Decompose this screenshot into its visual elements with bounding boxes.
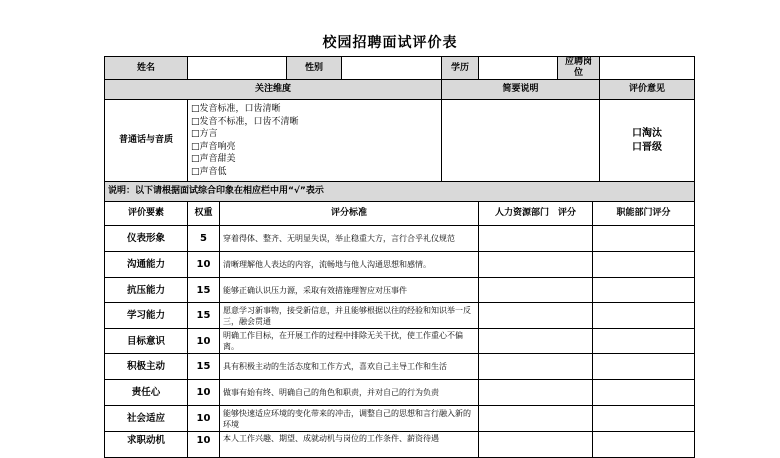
education-label: 学历: [442, 57, 479, 80]
brief-header: 简要说明: [442, 80, 600, 100]
opinion-header: 评价意见: [600, 80, 695, 100]
criterion-element: 目标意识: [105, 329, 188, 354]
criterion-standard: 能够正确认识压力源，采取有效措施理智应对压事件: [220, 278, 479, 303]
dept-score-field[interactable]: [593, 226, 695, 252]
hr-score-field[interactable]: [479, 406, 593, 432]
weight-header: 权重: [188, 202, 220, 226]
hr-score-field[interactable]: [479, 303, 593, 329]
position-field[interactable]: [600, 57, 695, 80]
mandarin-label: 普通话与音质: [105, 100, 188, 182]
criterion-element: 抗压能力: [105, 278, 188, 303]
standard-header: 评分标准: [220, 202, 479, 226]
hr-score-field[interactable]: [479, 380, 593, 406]
criterion-standard: 清晰理解他人表达的内容，流畅地与他人沟通思想和感情。: [220, 252, 479, 278]
dept-score-header: 职能部门评分: [593, 202, 695, 226]
mandarin-brief-field[interactable]: [442, 100, 600, 182]
dept-score-field[interactable]: [593, 329, 695, 354]
criterion-element: 学习能力: [105, 303, 188, 329]
dept-score-field[interactable]: [593, 278, 695, 303]
position-label: 应聘岗位: [558, 57, 600, 80]
mandarin-option[interactable]: □方言: [191, 129, 218, 139]
criterion-standard: 愿意学习新事物，接受新信息，并且能够根据以往的经验和知识举一反三，融会贯通: [220, 303, 479, 329]
mandarin-options: [188, 100, 442, 182]
criterion-weight: 10: [188, 406, 220, 432]
criterion-standard: 穿着得体、整齐、无明显失误，举止稳重大方，言行合乎礼仪规范: [220, 226, 479, 252]
criterion-element: 积极主动: [105, 354, 188, 380]
interview-evaluation-table: [104, 56, 695, 458]
element-header: 评价要素: [105, 202, 188, 226]
reject-option[interactable]: 口淘汰: [632, 127, 663, 139]
criterion-element: 社会适应: [105, 406, 188, 432]
advance-option[interactable]: 口晋级: [632, 141, 663, 153]
criterion-standard: 明确工作目标，在开展工作的过程中排除无关干扰，使工作重心不偏离。: [220, 329, 479, 354]
name-field[interactable]: [188, 57, 287, 80]
page-title: 校园招聘面试评价表: [322, 35, 458, 51]
mandarin-option[interactable]: □声音响亮: [191, 141, 236, 152]
criterion-standard: 做事有始有终、明确自己的角色和职责，并对自己的行为负责: [220, 380, 479, 406]
criterion-standard: 具有积极主动的生活态度和工作方式，喜欢自己主导工作和生活: [220, 354, 479, 380]
hr-score-field[interactable]: [479, 252, 593, 278]
mandarin-option[interactable]: □声音低: [191, 166, 227, 177]
criterion-element: 仪表形象: [105, 226, 188, 252]
hr-score-field[interactable]: [479, 432, 593, 458]
hr-score-field[interactable]: [479, 278, 593, 303]
dept-score-field[interactable]: [593, 380, 695, 406]
dept-score-field[interactable]: [593, 252, 695, 278]
hr-score-field[interactable]: [479, 226, 593, 252]
criterion-weight: 10: [188, 329, 220, 354]
dept-score-field[interactable]: [593, 354, 695, 380]
gender-label: 性别: [287, 57, 342, 80]
mandarin-option[interactable]: □发音不标准，口齿不清晰: [191, 116, 299, 127]
criterion-standard: 本人工作兴趣、期望、成就动机与岗位的工作条件、薪资待遇: [220, 432, 479, 458]
name-label: 姓名: [105, 57, 188, 80]
education-field[interactable]: [479, 57, 558, 80]
dept-score-field[interactable]: [593, 432, 695, 458]
criterion-element: 沟通能力: [105, 252, 188, 278]
focus-dimension-header: 关注维度: [105, 80, 442, 100]
criterion-weight: 5: [188, 226, 220, 252]
mandarin-option[interactable]: □发音标准，口齿清晰: [191, 104, 281, 114]
criterion-weight: 10: [188, 432, 220, 458]
dept-score-field[interactable]: [593, 406, 695, 432]
criterion-weight: 15: [188, 354, 220, 380]
criterion-weight: 15: [188, 303, 220, 329]
mandarin-option[interactable]: □声音甜美: [191, 154, 236, 164]
opinion-options: [600, 100, 695, 182]
instruction-note: 说明：以下请根据面试综合印象在相应栏中用“√”表示: [105, 182, 695, 202]
criterion-standard: 能够快速适应环境的变化带来的冲击，调整自己的思想和言行融入新的环境: [220, 406, 479, 432]
hr-score-field[interactable]: [479, 329, 593, 354]
criterion-element: 责任心: [105, 380, 188, 406]
hr-score-header: 人力资源部门 评分: [479, 202, 593, 226]
criterion-weight: 10: [188, 380, 220, 406]
criterion-weight: 10: [188, 252, 220, 278]
criterion-element: 求职动机: [105, 432, 188, 458]
hr-score-field[interactable]: [479, 354, 593, 380]
criterion-weight: 15: [188, 278, 220, 303]
dept-score-field[interactable]: [593, 303, 695, 329]
gender-field[interactable]: [342, 57, 442, 80]
